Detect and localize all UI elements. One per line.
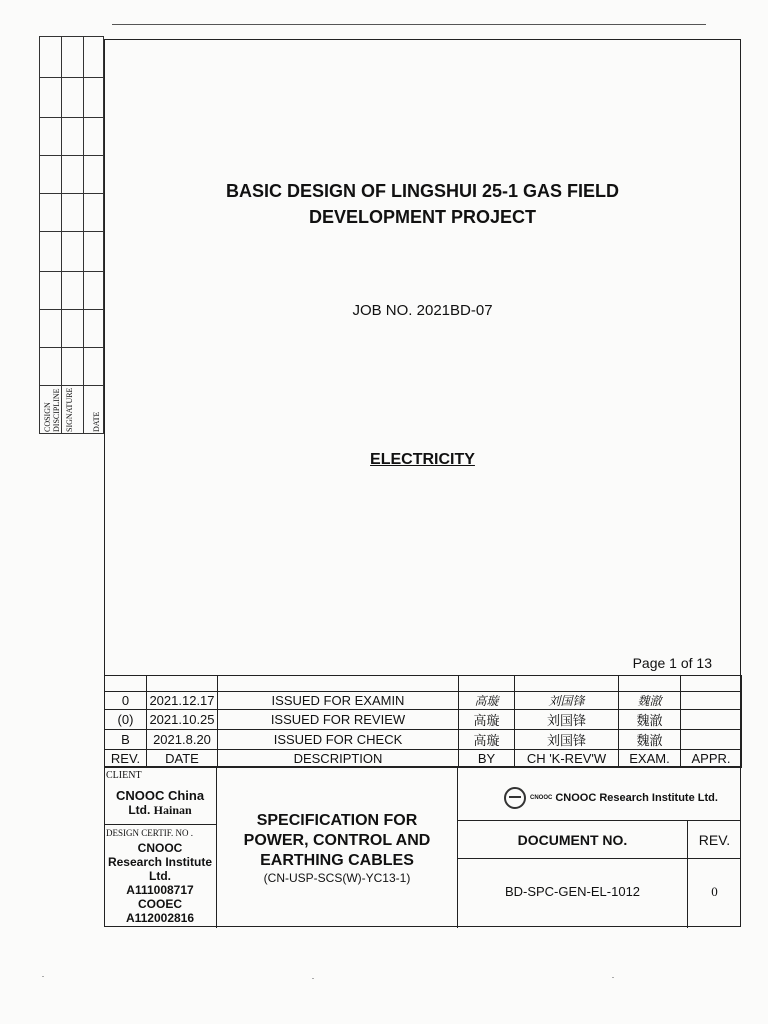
header-by: BY	[459, 750, 515, 768]
margin-signature-label: SIGNATURE	[65, 387, 74, 432]
client-label: CLIENT	[106, 770, 142, 781]
scan-speck	[612, 977, 614, 978]
cnooc-logo-icon	[504, 787, 526, 809]
rev-cell: 0	[105, 692, 147, 710]
project-title-line1: BASIC DESIGN OF LINGSHUI 25-1 GAS FIELD	[225, 181, 620, 201]
job-number: JOB NO. 2021BD-07	[352, 302, 493, 319]
company-name: CNOOC Research Institute Ltd.	[555, 792, 718, 804]
margin-discipline-label: DISCIPLINE	[52, 388, 61, 432]
discipline-heading: ELECTRICITY	[370, 451, 475, 468]
description-cell: ISSUED FOR REVIEW	[218, 710, 459, 730]
doc-title-line3: EARTHING CABLES	[260, 852, 414, 869]
date-cell: 2021.10.25	[147, 710, 218, 730]
project-title-line2: DEVELOPMENT PROJECT	[308, 207, 537, 227]
revision-table	[104, 675, 742, 768]
doc-title-line1: SPECIFICATION FOR	[256, 812, 418, 829]
revision-blank-row	[105, 676, 742, 692]
client-name-line2	[104, 803, 216, 818]
cert-org-cnooc: CNOOC	[137, 841, 183, 855]
company-cell	[458, 767, 741, 821]
cert-number-1: A111008717	[126, 883, 194, 897]
doc-subtitle: (CN-USP-SCS(W)-YC13-1)	[263, 871, 411, 885]
project-title	[104, 178, 741, 230]
description-cell: ISSUED FOR EXAMIN	[218, 692, 459, 710]
cert-number-2: A112002816	[125, 911, 195, 925]
design-cert-label: DESIGN CERTIF. NO .	[106, 828, 193, 838]
cert-org-cooec: COOEC	[137, 897, 182, 911]
table-row	[105, 710, 742, 730]
cert-org-ltd: Ltd.	[149, 869, 171, 883]
check-cell: 刘国锋	[515, 730, 619, 750]
check-cell: 刘国锋	[515, 710, 619, 730]
exam-signature: 魏澈	[619, 692, 681, 710]
revision-header-row	[105, 750, 742, 768]
exam-cell: 魏澈	[619, 730, 681, 750]
header-description: DESCRIPTION	[218, 750, 459, 768]
page-indicator: Page 1 of 13	[632, 655, 712, 671]
document-no-label: DOCUMENT NO.	[458, 821, 688, 859]
table-row	[105, 692, 742, 710]
doc-title-line2: POWER, CONTROL AND	[243, 832, 431, 849]
margin-cosign-label: COSIGN	[43, 402, 52, 432]
by-cell: 高璇	[459, 730, 515, 750]
header-rev: REV.	[105, 750, 147, 768]
document-title-cell	[217, 767, 458, 928]
scan-speck	[42, 976, 44, 977]
client-name-line1: CNOOC China	[115, 788, 205, 803]
appr-cell	[681, 730, 742, 750]
client-name-ltd: Ltd.	[128, 803, 151, 817]
date-cell: 2021.12.17	[147, 692, 218, 710]
exam-cell: 魏澈	[619, 710, 681, 730]
appr-cell	[681, 710, 742, 730]
header-appr: APPR.	[681, 750, 742, 768]
rev-cell: (0)	[105, 710, 147, 730]
document-number: BD-SPC-GEN-EL-1012	[458, 859, 688, 928]
date-cell: 2021.8.20	[147, 730, 218, 750]
cnooc-logo-text: CNOOC	[530, 795, 553, 801]
client-cell	[104, 767, 217, 825]
design-cert-cell	[104, 825, 217, 928]
rev-cell: B	[105, 730, 147, 750]
by-signature: 高璇	[459, 692, 515, 710]
title-block	[104, 766, 741, 927]
top-rule	[112, 24, 706, 25]
rev-label: REV.	[688, 821, 741, 859]
cert-org-research: Research Institute	[107, 855, 213, 869]
header-exam: EXAM.	[619, 750, 681, 768]
table-row	[105, 730, 742, 750]
header-check: CH 'K-REV'W	[515, 750, 619, 768]
margin-cosign-grid	[39, 36, 104, 434]
scan-speck	[312, 978, 314, 979]
client-name-hainan: Hainan	[153, 803, 192, 817]
margin-date-label: DATE	[92, 411, 101, 432]
header-date: DATE	[147, 750, 218, 768]
appr-cell	[681, 692, 742, 710]
description-cell: ISSUED FOR CHECK	[218, 730, 459, 750]
check-signature: 刘国锋	[515, 692, 619, 710]
rev-value: 0	[711, 884, 718, 899]
by-cell: 高璇	[459, 710, 515, 730]
